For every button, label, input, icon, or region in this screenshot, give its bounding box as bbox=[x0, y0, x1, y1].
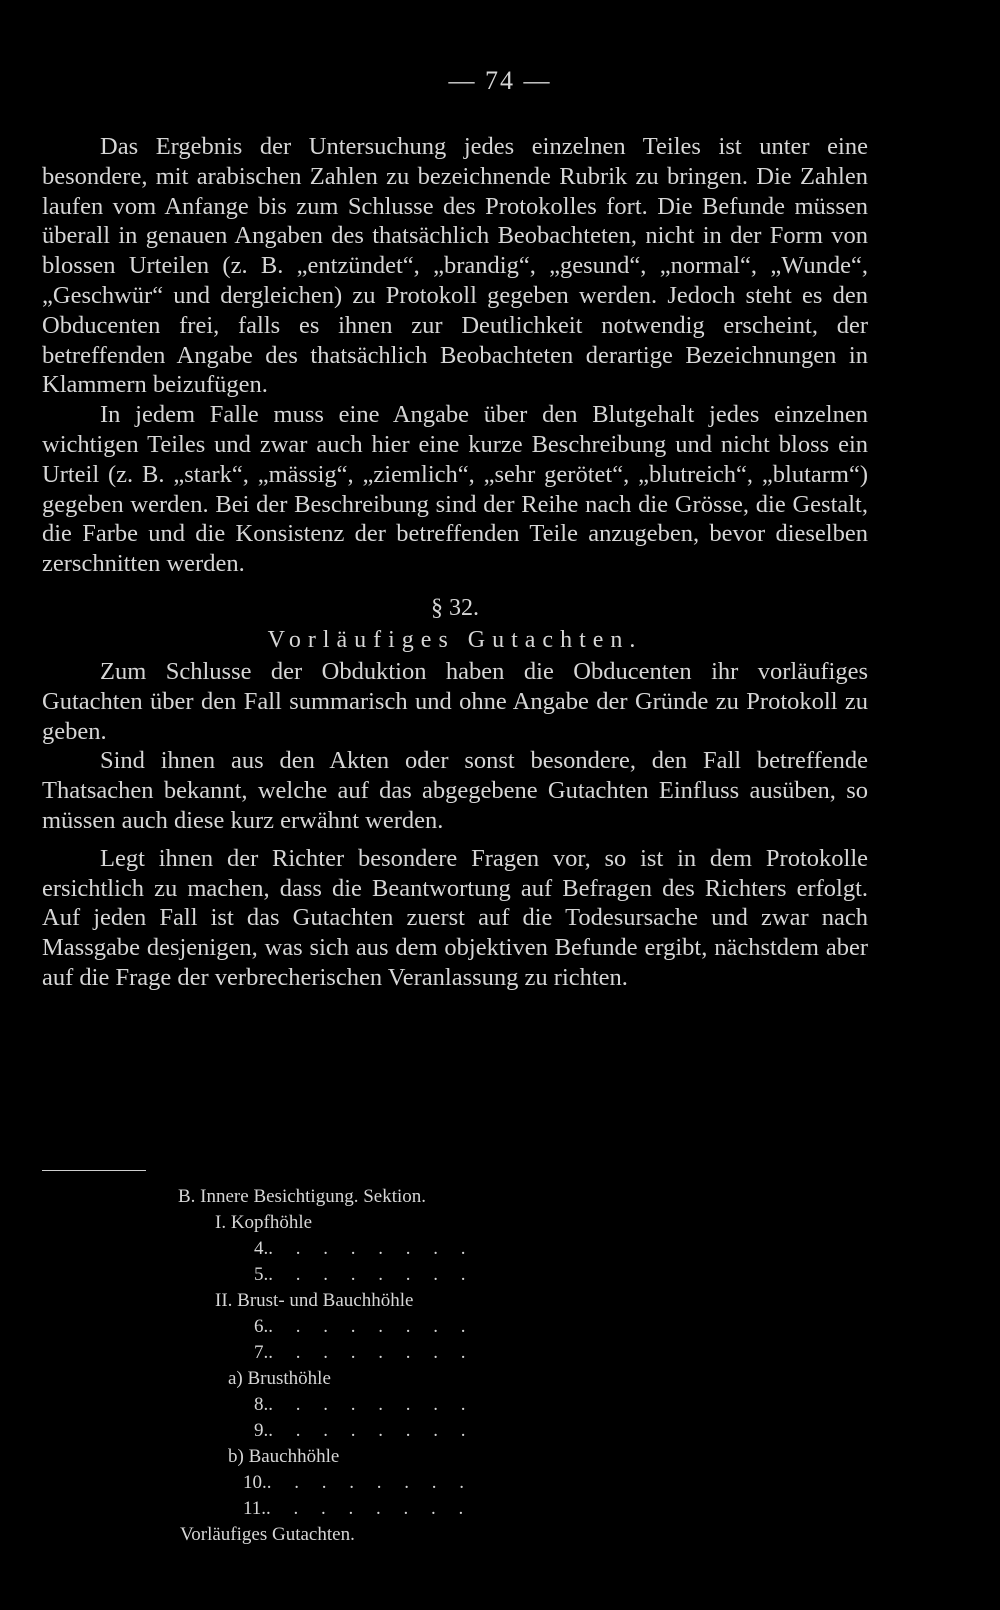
footnote-item: 6.. . . . . . . . bbox=[254, 1316, 475, 1337]
footnote-item: Vorläufiges Gutachten. bbox=[180, 1524, 355, 1545]
footnote-item: 8.. . . . . . . . bbox=[254, 1394, 475, 1415]
footnote-item: 10.. . . . . . . . bbox=[243, 1472, 473, 1493]
footnote-item: b) Bauchhöhle bbox=[228, 1446, 340, 1467]
footnote-item: 4.. . . . . . . . bbox=[254, 1238, 475, 1259]
footnote-item: 7.. . . . . . . . bbox=[254, 1342, 475, 1363]
footnote-rule bbox=[42, 1170, 146, 1171]
footnote-item: I. Kopfhöhle bbox=[215, 1212, 313, 1233]
paragraph-judge-questions: Legt ihnen der Richter besondere Fragen vor, so ist in dem Protokolle ersichtlich zu machen, dass die Beantwortung auf Befragen des Richters erfolgt. Auf jeden Fall ist das Gutachten zuerst auf die Todesursache und zwar nach Massgabe desjenigen, was sich aus dem objektiven Befunde ergibt, nächstdem aber auf die Frage der verbrecherischen Veranlassung zu richten. bbox=[42, 844, 868, 991]
page-number: — 74 — bbox=[448, 66, 552, 95]
footnote-item: a) Brusthöhle bbox=[228, 1368, 331, 1389]
section-title: Vorläufiges Gutachten. bbox=[267, 626, 643, 653]
paragraph-preliminary-opinion: Zum Schlusse der Obduktion haben die Obducenten ihr vorläufiges Gutachten über den Fall summarisch und ohne Angabe der Gründe zu Protokoll zu geben. bbox=[42, 657, 868, 745]
footnote-item: 11.. . . . . . . . bbox=[243, 1498, 473, 1519]
paragraph-blood-content: In jedem Falle muss eine Angabe über den Blutgehalt jedes einzelnen wichtigen Teiles und zwar auch hier eine kurze Beschreibung und nicht bloss ein Urteil (z. B. „stark“, „mässig“, „ziemlich“, „sehr gerötet“, „blutreich“, „blutarm“) gegeben werden. Bei der Beschreibung sind der Reihe nach die Grösse, die Gestalt, die Farbe und die Konsistenz der betreffenden Teile anzugeben, bevor dieselben zerschnitten werden. bbox=[42, 401, 868, 578]
paragraph-known-facts: Sind ihnen aus den Akten oder sonst besondere, den Fall betreffende Thatsachen bekannt, welche auf das abgegebene Gutachten Einfluss ausüben, so müssen auch diese kurz erwähnt werden. bbox=[42, 747, 868, 834]
section-number: § 32. bbox=[431, 594, 479, 621]
footnote-item: II. Brust- und Bauchhöhle bbox=[215, 1290, 414, 1311]
paragraph-results: Das Ergebnis der Untersuchung jedes einzelnen Teiles ist unter eine besondere, mit arabischen Zahlen zu bezeichnende Rubrik zu bringen. Die Zahlen laufen vom Anfange bis zum Schlusse des Protokolles fort. Die Befunde müssen überall in genauen Angaben des thatsächlich Beobachteten, nicht in der Form von blossen Urteilen (z. B. „entzündet“, „brandig“, „gesund“, „normal“, „Wunde“, „Geschwür“ und dergleichen) zu Protokoll gegeben werden. Jedoch steht es den Obducenten frei, falls es ihnen zur Deutlichkeit notwendig erscheint, der betreffenden Angabe des thatsächlich Beobachteten derartige Bezeichnungen in Klammern beizufügen. bbox=[42, 133, 868, 399]
footnote-item: 5.. . . . . . . . bbox=[254, 1264, 475, 1285]
footnote-heading: B. Innere Besichtigung. Sektion. bbox=[178, 1186, 427, 1207]
footnote-item: 9.. . . . . . . . bbox=[254, 1420, 475, 1441]
main-text bbox=[42, 132, 868, 993]
